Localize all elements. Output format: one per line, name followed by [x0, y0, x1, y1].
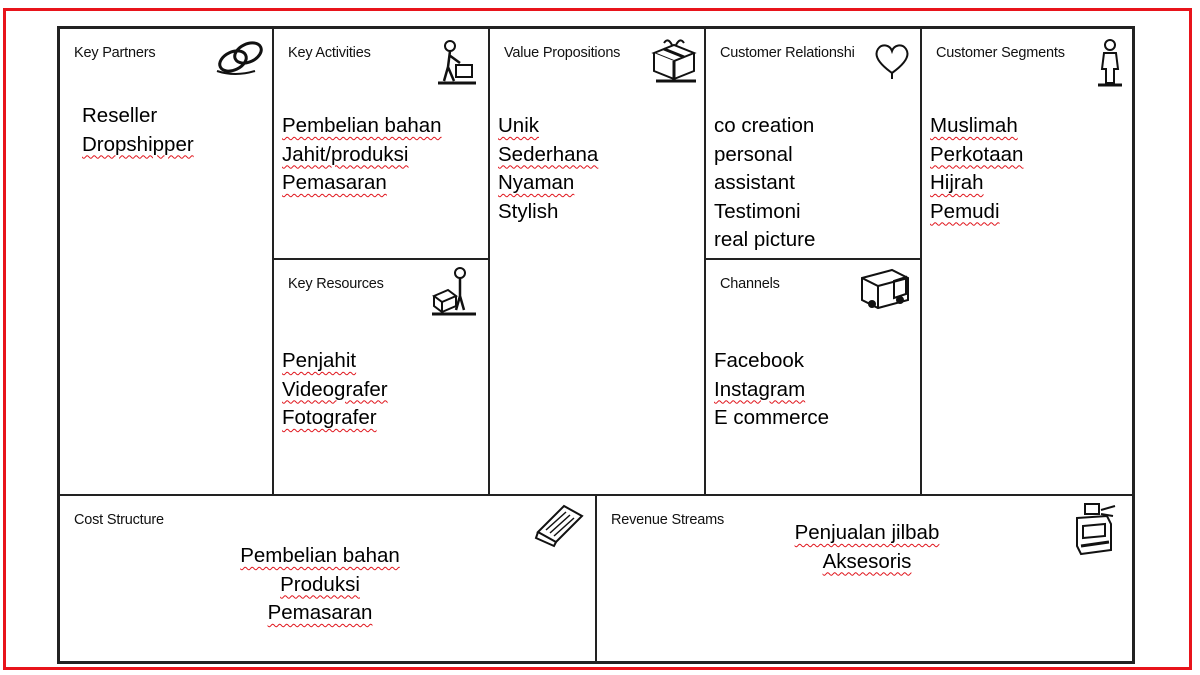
key-activities-title: Key Activities [288, 45, 371, 61]
worker-with-cart-icon [434, 39, 478, 85]
customer-relationships-title: Customer Relationshi [720, 45, 855, 61]
customer-segments-title: Customer Segments [936, 45, 1065, 61]
list-item: Testimoni [714, 199, 801, 223]
customer-segments-block [922, 29, 1132, 494]
key-partners-list [82, 102, 194, 159]
cost-structure-block [60, 494, 597, 661]
list-item: assistant [714, 171, 795, 194]
revenue-streams-block [597, 494, 1132, 661]
value-propositions-block [490, 29, 706, 494]
customer-segments-list [930, 112, 1023, 226]
list-item: Instagram [714, 377, 806, 401]
list-item: E commerce [714, 406, 830, 429]
list-item: Nyaman [498, 171, 575, 194]
cost-structure-list [175, 542, 465, 628]
list-item: Aksesoris [822, 549, 912, 573]
key-resources-block [274, 260, 490, 494]
list-item: Unik [498, 114, 540, 137]
key-resources-list [282, 347, 388, 433]
key-resources-title: Key Resources [288, 276, 384, 292]
list-item: Penjahit [282, 349, 357, 372]
list-item: Sederhana [498, 142, 599, 166]
value-propositions-list [498, 112, 598, 226]
price-tag-icon [534, 502, 586, 548]
cost-structure-title: Cost Structure [74, 512, 164, 528]
delivery-truck-icon [858, 266, 914, 310]
list-item: Pemudi [930, 199, 1000, 223]
list-item: Produksi [280, 572, 360, 596]
list-item: Pemasaran [267, 601, 373, 624]
customer-relationships-list [714, 112, 815, 255]
person-icon [1096, 39, 1124, 87]
customer-relationships-block [706, 29, 922, 260]
key-partners-title: Key Partners [74, 45, 156, 61]
gift-package-icon [650, 37, 698, 83]
heart-icon [872, 39, 912, 79]
list-item: Jahit/produksi [282, 142, 409, 166]
key-partners-block [60, 29, 274, 494]
list-item: Dropshipper [82, 132, 194, 156]
list-item: Fotografer [282, 406, 377, 429]
channels-list [714, 347, 829, 433]
value-propositions-title: Value Propositions [504, 45, 621, 61]
cash-register-icon [1071, 502, 1119, 560]
list-item: Videografer [282, 377, 388, 401]
list-item: Hijrah [930, 171, 984, 194]
list-item: Pembelian bahan [282, 114, 442, 137]
list-item: Perkotaan [930, 142, 1024, 166]
list-item: real picture [714, 228, 816, 251]
list-item: Stylish [498, 199, 559, 223]
list-item: Penjualan jilbab [794, 521, 940, 544]
business-model-canvas [57, 26, 1135, 664]
revenue-streams-title: Revenue Streams [611, 512, 725, 528]
list-item: Facebook [714, 349, 805, 372]
list-item: Reseller [82, 104, 158, 127]
chain-link-icon [215, 37, 267, 77]
key-activities-list [282, 112, 442, 198]
list-item: Pembelian bahan [240, 544, 400, 567]
channels-title: Channels [720, 276, 780, 292]
channels-block [706, 260, 922, 494]
key-activities-block [274, 29, 490, 260]
list-item: Pemasaran [282, 171, 387, 194]
list-item: Muslimah [930, 114, 1018, 137]
list-item: co creation [714, 114, 815, 137]
revenue-streams-list [727, 519, 1007, 576]
list-item: personal [714, 142, 793, 166]
worker-with-boxes-icon [430, 266, 478, 316]
